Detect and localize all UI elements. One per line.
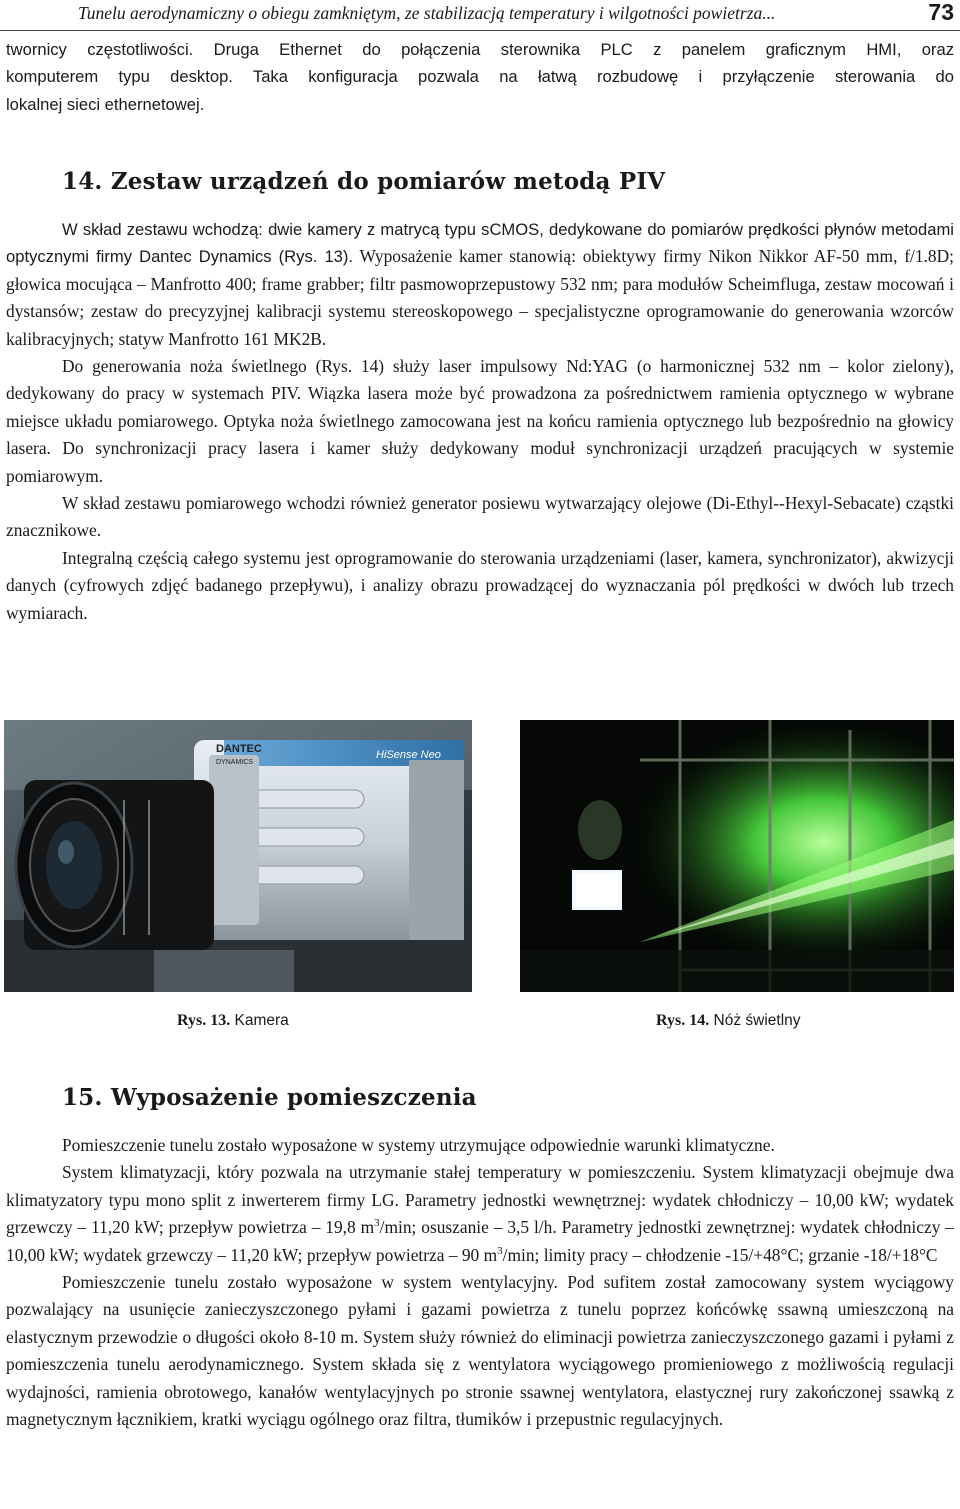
section-14-p1-sans: W skład zestawu wchodzą: dwie kamery z matrycą typu sCMOS, dedykowane do pomiarów prędkości płynów metodami optycznymi firmy Dantec Dynamics (Rys. 13). xyxy=(6,220,954,267)
section-14-paragraph-4: Integralną częścią całego systemu jest oprogramowanie do sterowania urządzeniami (laser, kamera, synchronizator), akwizycji danych (cyfrowych zdjęć badanego przepływu), i analizy obrazu prowadzącej do wyznaczania pól prędkości w dwóch lub trzech wymiarach. xyxy=(6,547,954,623)
superscript-3: 3 xyxy=(374,1217,380,1230)
running-header xyxy=(0,0,960,31)
figure-14-caption-label: Rys. 14. xyxy=(656,1012,710,1029)
camera-brand-label: DANTEC xyxy=(216,743,262,755)
camera-brand-sublabel: DYNAMICS xyxy=(216,759,253,766)
section-15-paragraph-3: Pomieszczenie tunelu zostało wyposażone w system wentylacyjny. Pod sufitem został zamocowany system wyciągowy pozwalający na usunięcie zanieczyszczonego pyłami i gazami powietrza z tunelu poprzez końcówkę ssawną umieszczoną na elastycznym przewodzie o długości około 8-10 m. System służy również do eliminacji powietrza zanieczyszczonego gazami i pyłami z pomieszczenia tunelu aerodynamicznego. System składa się z wentylatora wyciągowego promieniowego z możliwością regulacji wydajności, ramienia obrotowego, kanałów wentylacyjnych po stronie ssawnej wentylatora, elastycznej rury zakończonej ssawką z magnetycznym łącznikiem, kratki wyciągu ogólnego oraz filtra, tłumików i przepustnic regulacyjnych. xyxy=(6,1272,954,1430)
intro-paragraph xyxy=(6,36,954,118)
intro-line-2: komputerem typu desktop. Taka konfiguracja pozwala na łatwą rozbudowę i przyłączenie sterowania do xyxy=(6,67,954,87)
figure-13-caption-label: Rys. 13. xyxy=(177,1012,231,1029)
section-14-body xyxy=(6,216,954,627)
section-15-paragraph-1: Pomieszczenie tunelu zostało wyposażone w systemy utrzymujące odpowiednie warunki klimatyczne. xyxy=(62,1135,775,1155)
climate-text-a: System klimatyzacji, który pozwala na utrzymanie stałej temperatury w pomieszczeniu. System klimatyzacji obejmuje dwa klimatyzatory typu mono split z inwerterem firmy LG. Parametry jednostki wewnętrznej: wydatek chłodniczy – 10,00 kW; wydatek grzewczy – 11,20 kW; przepływ powietrza – 19,8 m xyxy=(6,1162,954,1238)
running-title: Tunelu aerodynamiczny o obiegu zamkniętym, ze stabilizacją temperatury i wilgotności powietrza... xyxy=(78,3,776,23)
section-14-heading: 14. Zestaw urządzeń do pomiarów metodą PIV xyxy=(62,168,666,195)
figure-13-caption xyxy=(177,1012,289,1030)
figure-13-caption-text: Kamera xyxy=(230,1012,289,1029)
section-15-paragraph-2 xyxy=(6,1159,954,1269)
camera-model-label: HiSense Neo xyxy=(376,749,441,761)
camera-illustration xyxy=(4,720,472,992)
page-number: 73 xyxy=(928,0,954,25)
intro-line-1: twornicy częstotliwości. Druga Ethernet do połączenia sterownika PLC z panelem graficznym HMI, oraz xyxy=(6,40,954,59)
figure-14-light-sheet-photo xyxy=(520,720,954,992)
light-sheet-illustration xyxy=(520,720,954,992)
section-15-heading: 15. Wyposażenie pomieszczenia xyxy=(62,1084,477,1111)
figure-14-caption xyxy=(656,1012,801,1030)
climate-text-b: /min; osuszanie – 3,5 l/h. Parametry jednostki zewnętrznej: wydatek chłodniczy – 10,00 kW; wydatek grzewczy – 11,20 kW; przepływ powietrza – 90 m xyxy=(6,1217,954,1265)
figure-13-camera-photo xyxy=(4,720,472,992)
section-14-paragraph-2: Do generowania noża świetlnego (Rys. 14) służy laser impulsowy Nd:YAG (o harmonicznej 532 nm – kolor zielony), dedykowany do pracy w systemach PIV. Wiązka lasera może być prowadzona za pośrednictwem ramienia optycznego w wybrane miejsce układu pomiarowego. Optyka noża świetlnego zamocowana jest na końcu ramienia optycznego lub bezpośrednio na głowicy lasera. Do synchronizacji pracy lasera i kamer służy dedykowany moduł synchronizacji urządzeń pracujących w systemie pomiarowym. xyxy=(6,356,954,486)
figure-14-caption-text: Nóż świetlny xyxy=(709,1012,801,1029)
section-15-body xyxy=(6,1132,954,1433)
section-14-paragraph-3: W skład zestawu pomiarowego wchodzi również generator posiewu wytwarzający olejowe (Di-Ethyl--Hexyl-Sebacate) cząstki znacznikowe. xyxy=(6,493,954,541)
section-14-p1-serif: Wyposażenie kamer stanowią: obiektywy firmy Nikon Nikkor AF-50 mm, f/1.8D; głowica mocująca – Manfrotto 400; frame grabber; filtr pasmowoprzepustowy 532 nm; para modułów Scheimfluga, zestaw mocowań i dystansów; zestaw do precyzyjnej kalibracji systemu stereoskopowego – specjalistyczne oprogramowanie do generowania wzorców kalibracyjnych; statyw Manfrotto 161 MK2B. xyxy=(6,246,954,349)
climate-text-c: /min; limity pracy – chłodzenie -15/+48°C; grzanie -18/+18°C xyxy=(502,1244,938,1265)
superscript-3: 3 xyxy=(497,1244,503,1257)
intro-line-3: lokalnej sieci ethernetowej. xyxy=(6,94,205,114)
section-14-paragraph-1 xyxy=(6,216,954,353)
